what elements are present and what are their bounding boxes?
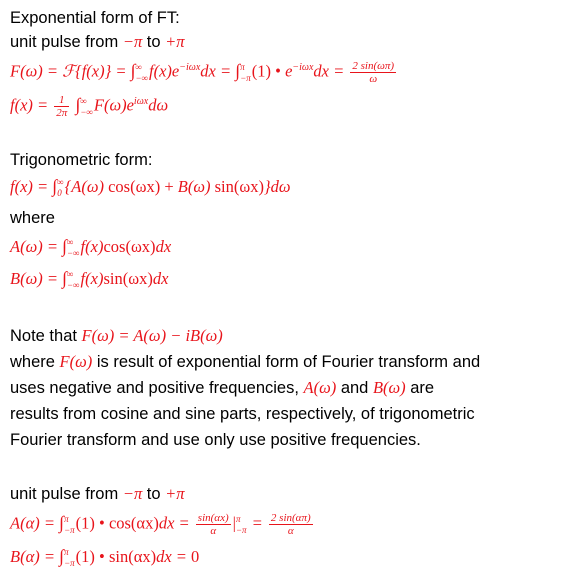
equation-inverse-fourier: f(x) = $\frac{1}{2\pi}$ ∫ ∞ −∞ $F(\omega)e^{i\omega x}d\omega$ <box>10 94 169 119</box>
paragraph-line-2: uses negative and positive frequencies, A(ω) and B(ω) are <box>10 378 435 397</box>
equation-B-alpha: B(α) = ∫ π −π (1) • sin(αx)dx = 0 <box>10 546 200 569</box>
equation-trigonometric: f(x) = ∫ ∞ 0 {A(ω) cos(ωx) + B(ω) sin(ωx)}dω <box>10 176 291 199</box>
unit-pulse-to-word: to <box>142 33 166 51</box>
heading-exponential-form: Exponential form of FT: <box>10 9 180 27</box>
equation-A-omega: A(ω) = ∫ ∞ −∞ f(x)cos(ωx)dx <box>10 236 172 259</box>
paragraph-line-3: results from cosine and sine parts, respectively, of trigonometric <box>10 405 475 423</box>
equation-fourier-exponential: F(ω) = ℱ{f(x)} = ∫ ∞ −∞ $f(x)e^{-i\omega x}dx$ = ∫ π −π (1) • $e^{-i\omega x}dx$ = $\frac{2 \sin(\omega\pi)}{\omega}$ <box>10 60 395 85</box>
equation-A-alpha: A(α) = ∫ π −π (1) • cos(αx)dx = $\frac{\sin(\alpha x)}{\alpha}$ | π −π = $\frac{2 \sin(\alpha\pi)}{\alpha}$ <box>10 512 311 537</box>
heading-trigonometric-form: Trigonometric form: <box>10 151 153 169</box>
unit-pulse-to: +π <box>165 32 185 51</box>
unit-pulse-line-1 <box>10 32 185 52</box>
unit-pulse-prefix: unit pulse from <box>10 33 123 51</box>
paragraph-line-4: Fourier transform and use only use positive frequencies. <box>10 431 421 449</box>
note-equation: F(ω) = A(ω) − iB(ω) <box>81 326 223 345</box>
where-label: where <box>10 209 55 227</box>
note-line: Note that F(ω) = A(ω) − iB(ω) <box>10 326 223 345</box>
unit-pulse-line-2: unit pulse from −π to +π <box>10 484 185 503</box>
unit-pulse-from: −π <box>122 32 143 51</box>
paragraph-line-1: where F(ω) is result of exponential form of Fourier transform and <box>10 352 481 371</box>
equation-B-omega: B(ω) = ∫ ∞ −∞ f(x)sin(ωx)dx <box>10 268 169 291</box>
